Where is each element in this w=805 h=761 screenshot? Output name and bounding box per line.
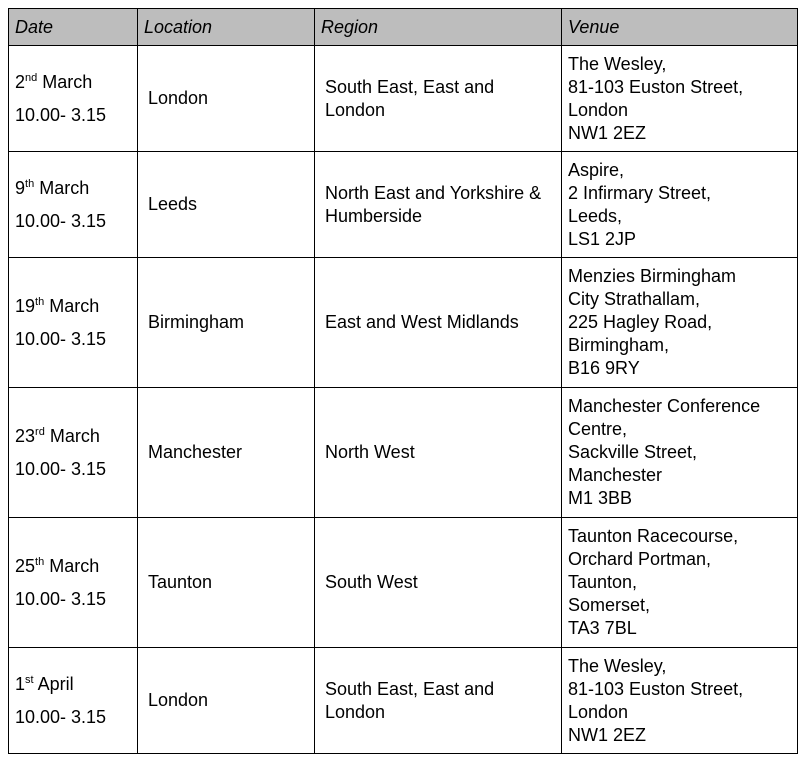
location-cell: London: [138, 46, 315, 152]
location-cell: Leeds: [138, 152, 315, 258]
date-ordinal-suffix: th: [25, 177, 35, 190]
date-cell: [9, 46, 138, 152]
table-row: [9, 258, 798, 388]
date-month: March: [39, 177, 90, 198]
event-time: 10.00- 3.15: [15, 458, 107, 479]
venue-address-line: Aspire,: [568, 159, 625, 180]
venue-address-line: Manchester Conference: [568, 396, 761, 416]
event-date: [15, 66, 131, 99]
venue-address-line: City Strathallam,: [568, 289, 701, 309]
venue-address-line: NW1 2EZ: [568, 724, 647, 745]
region-cell: South East, East and London: [315, 648, 562, 754]
date-cell: [9, 152, 138, 258]
date-day: 2: [15, 71, 26, 92]
location-cell: London: [138, 648, 315, 754]
venue-address-line: The Wesley,: [568, 53, 667, 74]
events-table: [8, 8, 798, 754]
date-cell: [9, 258, 138, 388]
event-time: 10.00- 3.15: [15, 104, 107, 125]
event-time: 10.00- 3.15: [15, 328, 107, 349]
date-ordinal-suffix: th: [35, 295, 45, 308]
table-row: [9, 46, 798, 152]
date-day: 1: [15, 673, 26, 694]
venue-cell: [562, 258, 798, 388]
venue-address-line: 225 Hagley Road,: [568, 312, 713, 332]
region-cell: North West: [315, 388, 562, 518]
table-header-row: [9, 9, 798, 46]
date-month: March: [49, 425, 100, 446]
venue-address-line: Taunton Racecourse,: [568, 526, 739, 546]
table-row: [9, 648, 798, 754]
venue-cell: [562, 152, 798, 258]
header-venue: Venue: [562, 9, 798, 46]
date-ordinal-suffix: st: [25, 673, 34, 686]
date-day: 23: [15, 425, 36, 446]
venue-address-line: TA3 7BL: [568, 618, 637, 638]
date-month: April: [37, 673, 74, 694]
event-date: [15, 668, 131, 701]
venue-address-line: Sackville Street,: [568, 442, 698, 462]
venue-address-line: Menzies Birmingham: [568, 266, 737, 286]
region-cell: North East and Yorkshire & Humberside: [315, 152, 562, 258]
date-month: March: [42, 71, 93, 92]
event-date: [15, 420, 131, 453]
venue-address-line: Orchard Portman,: [568, 549, 712, 569]
venue-address-line: NW1 2EZ: [568, 122, 647, 143]
table-row: [9, 518, 798, 648]
venue-address-line: 81-103 Euston Street,: [568, 678, 744, 699]
venue-address-line: LS1 2JP: [568, 228, 637, 249]
venue-address-line: Somerset,: [568, 595, 651, 615]
header-date: Date: [9, 9, 138, 46]
date-ordinal-suffix: th: [35, 555, 45, 568]
venue-address-line: 81-103 Euston Street,: [568, 76, 744, 97]
event-date: [15, 172, 131, 205]
event-date: [15, 290, 131, 323]
date-ordinal-suffix: rd: [35, 425, 45, 438]
header-location: Location: [138, 9, 315, 46]
location-cell: Birmingham: [138, 258, 315, 388]
venue-cell: [562, 388, 798, 518]
date-ordinal-suffix: nd: [25, 71, 38, 84]
header-region: Region: [315, 9, 562, 46]
table-row: [9, 388, 798, 518]
region-cell: South West: [315, 518, 562, 648]
date-cell: [9, 518, 138, 648]
venue-address-line: London: [568, 701, 629, 722]
venue-address-line: 2 Infirmary Street,: [568, 182, 712, 203]
event-time: 10.00- 3.15: [15, 706, 107, 727]
location-cell: Manchester: [138, 388, 315, 518]
venue-address-line: Birmingham,: [568, 335, 670, 355]
date-day: 19: [15, 295, 36, 316]
date-day: 9: [15, 177, 26, 198]
venue-cell: [562, 648, 798, 754]
venue-address-line: Taunton,: [568, 572, 638, 592]
venue-cell: [562, 518, 798, 648]
location-cell: Taunton: [138, 518, 315, 648]
event-date: [15, 550, 131, 583]
region-cell: East and West Midlands: [315, 258, 562, 388]
venue-address-line: London: [568, 99, 629, 120]
venue-address-line: Manchester: [568, 465, 663, 485]
table-body: [9, 46, 798, 754]
table-row: [9, 152, 798, 258]
venue-address-line: M1 3BB: [568, 488, 633, 508]
venue-cell: [562, 46, 798, 152]
event-time: 10.00- 3.15: [15, 210, 107, 231]
date-cell: [9, 388, 138, 518]
venue-address-line: The Wesley,: [568, 655, 667, 676]
date-month: March: [49, 555, 100, 576]
region-cell: South East, East and London: [315, 46, 562, 152]
date-month: March: [49, 295, 100, 316]
venue-address-line: Leeds,: [568, 205, 623, 226]
venue-address-line: B16 9RY: [568, 358, 640, 378]
date-cell: [9, 648, 138, 754]
venue-address-line: Centre,: [568, 419, 628, 439]
date-day: 25: [15, 555, 36, 576]
event-time: 10.00- 3.15: [15, 588, 107, 609]
